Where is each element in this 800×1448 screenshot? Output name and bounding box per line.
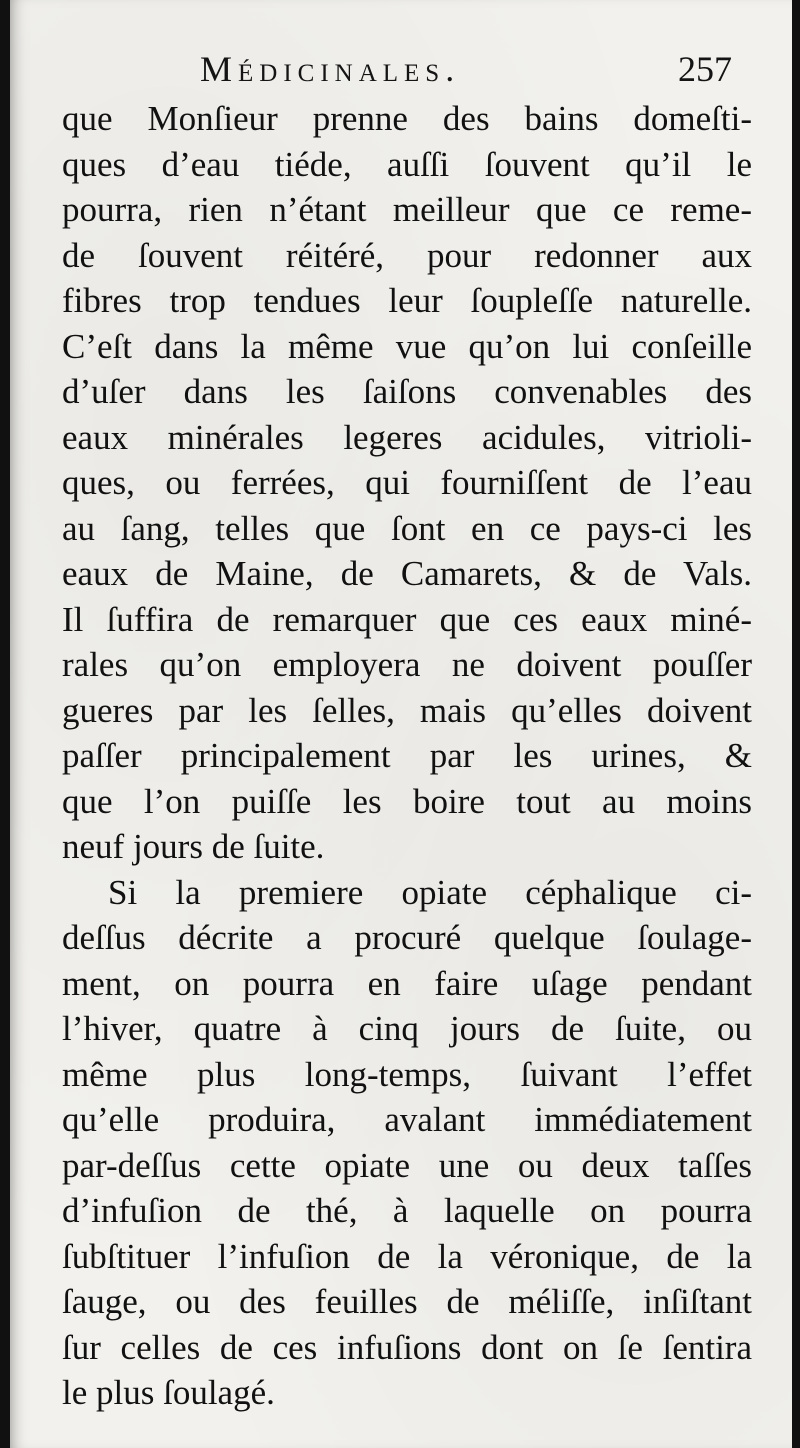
text-line: deſſus décrite a procuré quelque ſoulage-: [62, 918, 752, 957]
text-line: neuf jours de ſuite.: [62, 827, 325, 866]
text-line: ment, on pourra en faire uſage pendant: [62, 963, 752, 1003]
text-line: rales qu’on employera ne doivent pouſſer: [62, 645, 752, 684]
text-line: pourra, rien n’étant meilleur que ce reme-: [62, 190, 752, 229]
text-line: au ſang, telles que ſont en ce pays-ci les: [62, 508, 752, 548]
paragraph-1: [62, 96, 752, 870]
text-line: de ſouvent réitéré, pour redonner aux: [62, 235, 752, 275]
running-title: Médicinales.: [200, 49, 461, 89]
text-line: fibres trop tendues leur ſoupleſſe naturelle.: [62, 281, 752, 320]
text-line: d’uſer dans les ſaiſons convenables des: [62, 372, 752, 411]
text-line: eaux de Maine, de Camarets, & de Vals.: [62, 554, 752, 593]
body-text: [62, 96, 752, 1416]
text-line: eaux minérales legeres acidules, vitrioli-: [62, 417, 752, 457]
text-line: par-deſſus cette opiate une ou deux taſſes: [62, 1145, 752, 1185]
text-line: d’infuſion de thé, à laquelle on pourra: [62, 1191, 752, 1230]
text-line: C’eſt dans la même vue qu’on lui conſeille: [62, 326, 752, 366]
text-line: ques, ou ferrées, qui fourniſſent de l’eau: [62, 463, 752, 502]
text-line: que Monſieur prenne des bains domeſti-: [62, 99, 752, 138]
text-line: l’hiver, quatre à cinq jours de ſuite, ou: [62, 1009, 752, 1048]
text-line: même plus long-temps, ſuivant l’effet: [62, 1054, 752, 1094]
book-page: [10, 0, 792, 1448]
text-line: le plus ſoulagé.: [62, 1373, 275, 1412]
text-line: ſubſtituer l’infuſion de la véronique, de la: [62, 1236, 752, 1276]
text-line: ques d’eau tiéde, auſſi ſouvent qu’il le: [62, 144, 752, 184]
text-line: paſſer principalement par les urines, &: [62, 736, 752, 775]
text-line: Si la premiere opiate céphalique ci-: [108, 872, 752, 912]
paragraph-2: [62, 870, 752, 1416]
text-line: que l’on puiſſe les boire tout au moins: [62, 781, 752, 821]
text-line: ſur celles de ces infuſions dont on ſe ſentira: [62, 1327, 752, 1367]
text-line: Il ſuffira de remarquer que ces eaux miné-: [62, 599, 752, 639]
page-number: 257: [678, 49, 732, 89]
text-line: gueres par les ſelles, mais qu’elles doivent: [62, 690, 752, 730]
page-header: [200, 48, 732, 96]
text-line: qu’elle produira, avalant immédiatement: [62, 1100, 752, 1139]
text-line: ſauge, ou des feuilles de méliſſe, inſiſtant: [62, 1282, 752, 1321]
